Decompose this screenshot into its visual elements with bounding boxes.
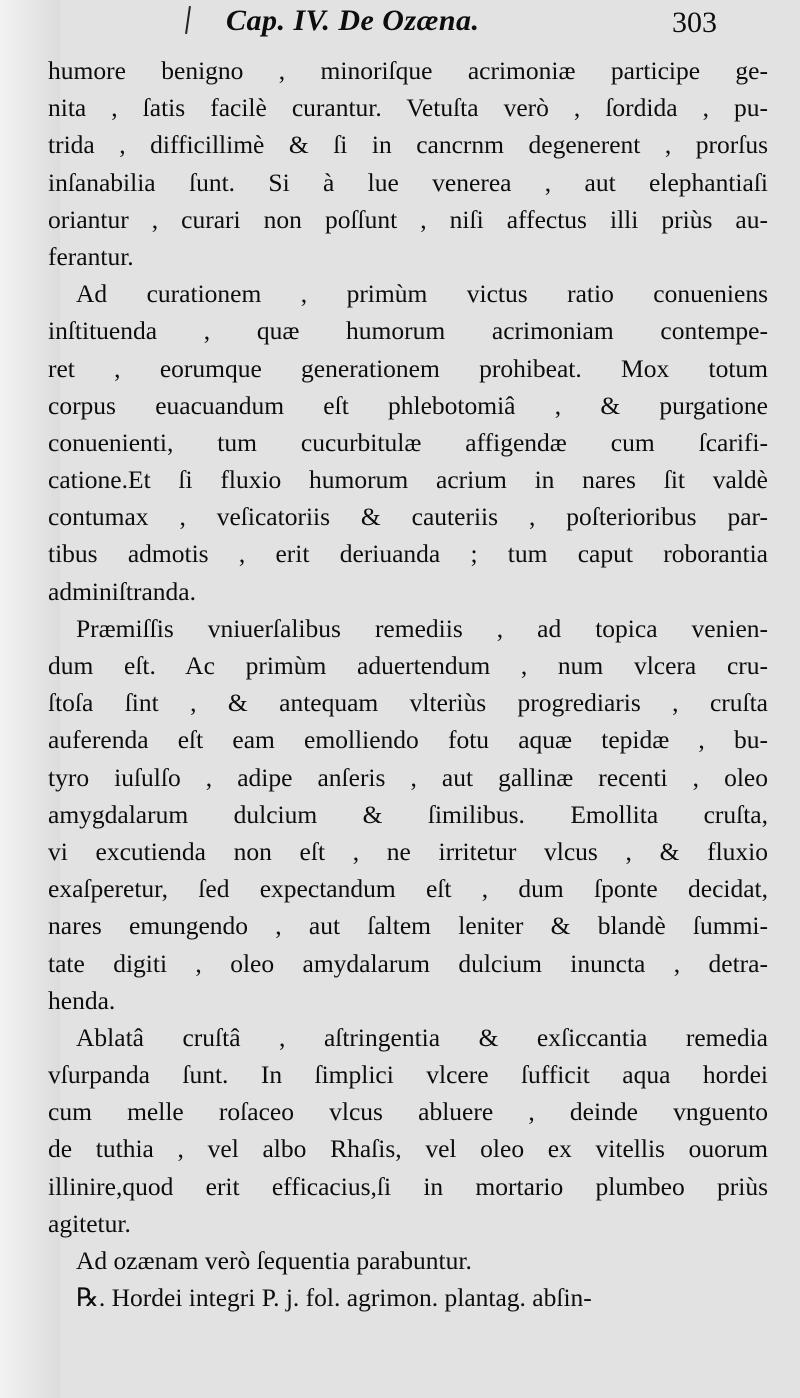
text-line: Præmiſſis vniuerſalibus remediis , ad topica venien-	[76, 613, 768, 643]
paragraph-5	[48, 1242, 768, 1279]
text-line: nares emungendo , aut ſaltem leniter & blandè ſummi-	[48, 911, 768, 941]
text-line: illinire,quod erit efficacius,ſi in mortario plumbeo priùs	[48, 1171, 768, 1201]
text-line: contumax , veſicatoriis & cauteriis , poſterioribus par-	[48, 502, 768, 532]
text-line: inſanabilia ſunt. Si à lue venerea , aut elephantiaſi	[48, 167, 768, 197]
recipe-line: ℞. Hordei integri P. j. fol. agrimon. plantag. abſin-	[76, 1283, 592, 1313]
text-line: trida , difficillimè & ſi in cancrnm degenerent , prorſus	[48, 130, 768, 160]
text-line: adminiſtranda.	[48, 576, 196, 606]
text-line: ſtoſa ſint , & antequam vlteriùs progrediaris , cruſta	[48, 688, 768, 718]
text-line: humore benigno , minoriſque acrimoniæ participe ge-	[48, 56, 768, 85]
text-line: ret , eorumque generationem prohibeat. Mox totum	[48, 353, 768, 383]
text-line: tate digiti , oleo amydalarum dulcium inuncta , detra-	[48, 948, 768, 978]
text-line: Ad ozænam verò ſequentia parabuntur.	[76, 1246, 472, 1275]
text-line: agitetur.	[48, 1208, 131, 1238]
text-line: inſtituenda , quæ humorum acrimoniam contempe-	[48, 316, 768, 346]
recipe-paragraph	[48, 1279, 768, 1316]
text-line: nita , ſatis facilè curantur. Vetuſta verò , ſordida , pu-	[48, 93, 768, 123]
text-line: Ablatâ cruſtâ , aſtringentia & exſiccantia remedia	[76, 1022, 768, 1052]
paragraph-3	[48, 610, 768, 1019]
text-line: exaſperetur, ſed expectandum eſt , dum ſponte decidat,	[48, 874, 768, 904]
text-line: auferenda eſt eam emolliendo fotu aquæ tepidæ , bu-	[48, 725, 768, 755]
paragraph-4	[48, 1019, 768, 1242]
text-line: de tuthia , vel albo Rhaſis, vel oleo ex vitellis ouorum	[48, 1134, 768, 1164]
text-line: vſurpanda ſunt. In ſimplici vlcere ſufficit aqua hordei	[48, 1060, 768, 1090]
text-line: tibus admotis , erit deriuanda ; tum caput roborantia	[48, 539, 768, 569]
page-number: 303	[672, 6, 717, 39]
text-line: Ad curationem , primùm victus ratio conueniens	[76, 279, 768, 309]
paragraph-1	[48, 52, 768, 275]
text-line: tyro iuſulſo , adipe anſeris , aut gallinæ recenti , oleo	[48, 762, 768, 792]
text-line: cum melle roſaceo vlcus abluere , deinde vnguento	[48, 1097, 768, 1127]
text-line: dum eſt. Ac primùm aduertendum , num vlcera cru-	[48, 651, 768, 680]
paragraph-2	[48, 275, 768, 610]
text-line: ferantur.	[48, 241, 134, 271]
text-line: henda.	[48, 985, 116, 1015]
header-rule-mark	[185, 6, 191, 34]
text-line: corpus euacuandum eſt phlebotomiâ , & purgatione	[48, 390, 768, 420]
running-head: Cap. IV. De Ozæna.	[226, 4, 480, 37]
text-line: catione.Et ſi fluxio humorum acrium in nares ſit valdè	[48, 465, 768, 495]
body-text	[48, 52, 768, 1316]
text-line: conuenienti, tum cucurbitulæ affigendæ cum ſcarifi-	[48, 427, 768, 457]
text-line: vi excutienda non eſt , ne irritetur vlcus , & fluxio	[48, 836, 768, 866]
text-line: amygdalarum dulcium & ſimilibus. Emollita cruſta,	[48, 799, 768, 829]
text-line: oriantur , curari non poſſunt , niſi affectus illi priùs au-	[48, 204, 768, 234]
